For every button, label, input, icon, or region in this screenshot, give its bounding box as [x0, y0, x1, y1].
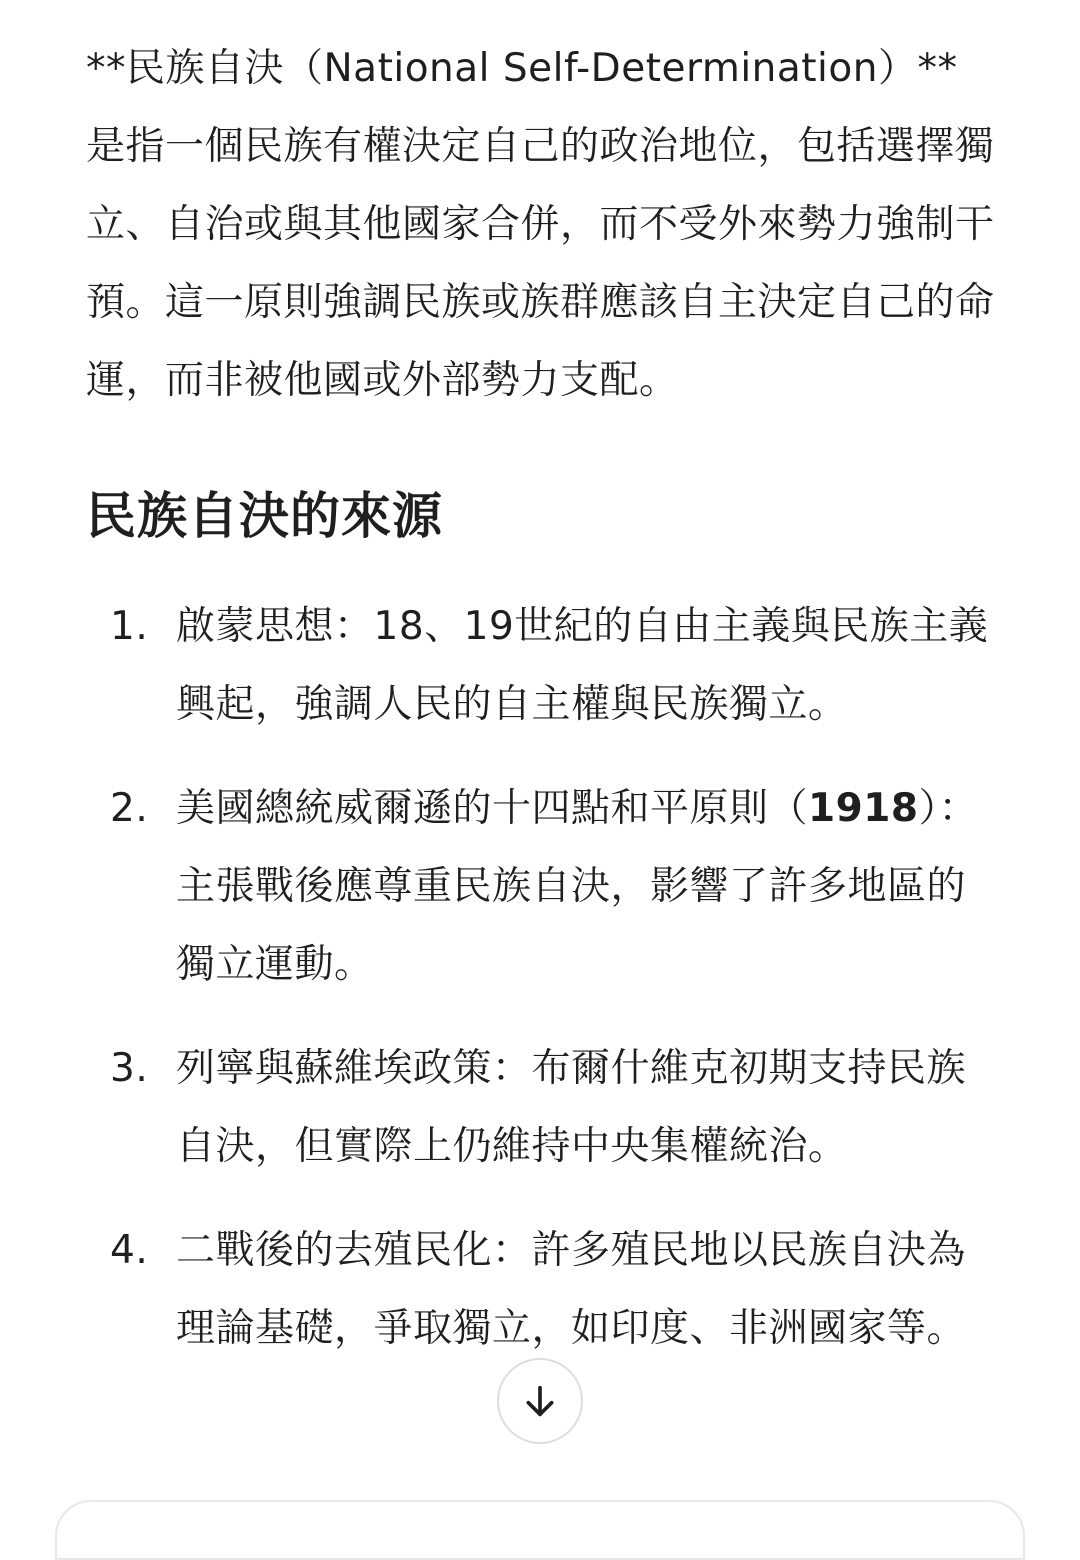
list-item-text: 列寧與蘇維埃政策：布爾什維克初期支持民族自決，但實際上仍維持中央集權統治。: [176, 1046, 967, 1169]
section-title: 民族自決的來源: [86, 487, 443, 545]
list-item-text: 二戰後的去殖民化：許多殖民地以民族自決為理論基礎，爭取獨立，如印度、非洲國家等。: [176, 1228, 967, 1351]
scroll-down-button[interactable]: [497, 1358, 583, 1444]
sources-list: [86, 588, 996, 1368]
list-item-text: 啟蒙思想：18、19世紀的自由主義與民族主義興起，強調人民的自主權與民族獨立。: [176, 604, 989, 727]
list-item: [86, 1030, 996, 1186]
list-item-number: 4.: [110, 1228, 149, 1273]
list-item-text-lead: 美國總統威爾遜的十四點和平原則（: [176, 786, 809, 831]
input-bar[interactable]: [55, 1500, 1025, 1560]
list-item: [86, 588, 996, 744]
arrow-down-icon: [520, 1381, 560, 1421]
list-item-year: 1918: [808, 786, 919, 831]
list-item-number: 2.: [110, 786, 149, 831]
message-content: [86, 30, 996, 1394]
intro-paragraph: **民族自決（National Self-Determination）**是指一個民族有權決定自己的政治地位，包括選擇獨立、自治或與其他國家合併，而不受外來勢力強制干預。這一原則強調民族或族群應該自主決定自己的命運，而非被他國或外部勢力支配。: [86, 46, 995, 403]
list-item-number: 3.: [110, 1046, 149, 1091]
list-item-number: 1.: [110, 604, 149, 649]
list-item: [86, 770, 996, 1004]
list-item: [86, 1212, 996, 1368]
list-item-text-tail: ）：主張戰後應尊重民族自決，影響了許多地區的獨立運動。: [176, 786, 979, 987]
